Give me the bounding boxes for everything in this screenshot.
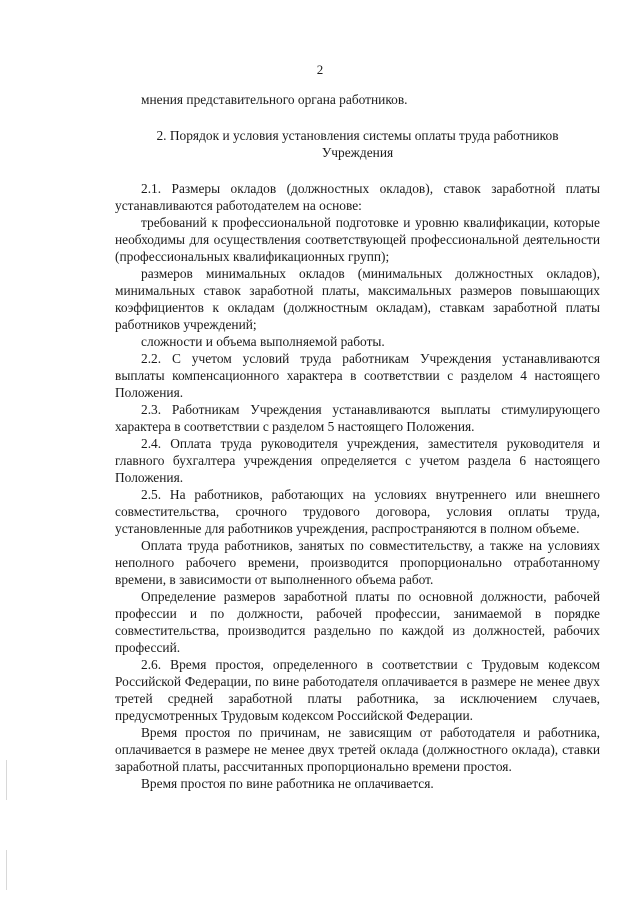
paragraph-salary-determination: Определение размеров заработной платы по основной должности, рабочей профессии и по должности, рабочей профессии, занимаемой в порядке совместительства, производится раздельно по каждой из должностей, рабочих профессий. bbox=[115, 589, 600, 655]
paragraph-2-2: 2.2. С учетом условий труда работникам Учреждения устанавливаются выплаты компенсационного характера в соответствии с разделом 4 настоящего Положения. bbox=[115, 351, 600, 400]
scan-edge-mark bbox=[6, 760, 7, 800]
page-number: 2 bbox=[316, 62, 324, 77]
paragraph-2-6: 2.6. Время простоя, определенного в соответствии с Трудовым кодексом Российской Федерации, по вине работодателя оплачивается в размере не менее двух третей средней заработной платы работника, за исключением случаев, предусмотренных Трудовым кодексом Российской Федерации. bbox=[115, 657, 600, 723]
paragraph-2-1-item-sizes: размеров минимальных окладов (минимальных должностных окладов), минимальных ставок заработной платы, максимальных размеров повышающих коэффициентов к окладам (должностным окладам), ставкам заработной платы работников учреждений; bbox=[115, 266, 600, 332]
document-body bbox=[115, 91, 600, 792]
paragraph-2-4: 2.4. Оплата труда руководителя учреждения, заместителя руководителя и главного бухгалтера учреждения определяется с учетом раздела 6 настоящего Положения. bbox=[115, 436, 600, 485]
paragraph-2-1-item-qualification: требований к профессиональной подготовке и уровню квалификации, которые необходимы для осуществления соответствующей профессиональной деятельности (профессиональных квалификационных групп); bbox=[115, 215, 600, 264]
paragraph-downtime-no-fault: Время простоя по причинам, не зависящим от работодателя и работника, оплачивается в размере не менее двух третей оклада (должностного оклада), ставки заработной платы, рассчитанных пропорционально времени простоя. bbox=[115, 725, 600, 774]
paragraph-part-time-pay: Оплата труда работников, занятых по совместительству, а также на условиях неполного рабочего времени, производится пропорционально отработанному времени, в зависимости от выполненного объема работ. bbox=[115, 538, 600, 587]
scan-edge-mark bbox=[6, 850, 7, 890]
paragraph-2-1-item-complexity: сложности и объема выполняемой работы. bbox=[141, 334, 385, 349]
paragraph-2-5: 2.5. На работников, работающих на условиях внутреннего или внешнего совместительства, срочного трудового договора, условия оплаты труда, установленные для работников учреждения, распространяются в полном объеме. bbox=[115, 487, 600, 536]
paragraph-2-3: 2.3. Работникам Учреждения устанавливаются выплаты стимулирующего характера в соответствии с разделом 5 настоящего Положения. bbox=[115, 402, 600, 434]
paragraph-downtime-employee-fault: Время простоя по вине работника не оплачивается. bbox=[141, 776, 434, 791]
paragraph-2-1: 2.1. Размеры окладов (должностных окладов), ставок заработной платы устанавливаются работодателем на основе: bbox=[115, 181, 600, 213]
paragraph-continuation: мнения представительного органа работников. bbox=[141, 92, 408, 107]
section-heading: 2. Порядок и условия установления системы оплаты труда работников Учреждения bbox=[156, 128, 559, 160]
